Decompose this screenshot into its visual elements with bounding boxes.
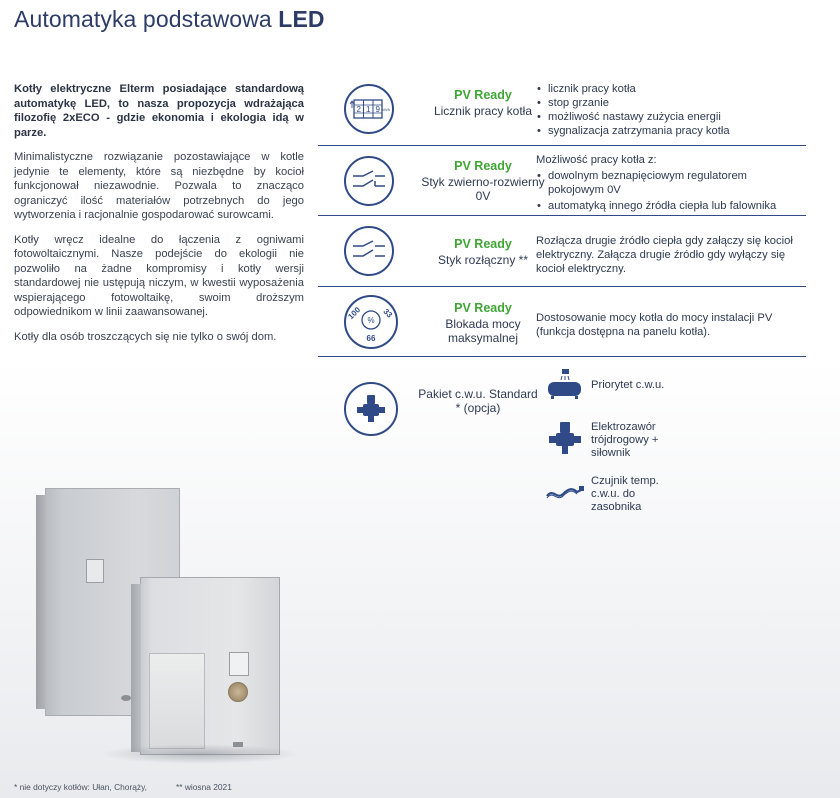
control-knob [228,682,248,702]
list-item: • licznik pracy kotła [536,82,806,96]
feature-title-contact-nc-no: PV Ready Styk zwierno-rozwierny 0V [418,159,548,203]
footnote-2: ** wiosna 2021 [176,782,232,792]
feature-title-counter: PV Ready Licznik pracy kotła [418,88,548,118]
package-item-label: Czujnik temp. c.w.u. do zasobnika [591,475,659,513]
list-item: • automatyką innego źródła ciepła lub falownika [536,199,806,213]
list-item: • sygnalizacja zatrzymania pracy kotła [536,124,806,138]
switch-break-icon [344,226,394,276]
list-item: • stop grzanie [536,96,806,110]
counter-digit-3: 9 [375,105,380,114]
dial-bottom: 66 [366,334,376,343]
pv-ready-badge: PV Ready [454,237,512,251]
three-way-valve-icon [344,382,398,436]
dial-center: % [367,316,375,325]
feature-row-contact-nc-no [318,146,806,216]
counter-digit-2: 1 [365,105,371,114]
pv-ready-badge: PV Ready [454,301,512,315]
front-cover [149,653,205,749]
temperature-sensor-icon [545,482,585,504]
dial-right: 33 [381,306,395,320]
list-item: • dowolnym beznapięciowym regulatorem pokojowym 0V [536,169,806,197]
feature-title-power-limit: PV Ready Blokada mocy maksymalnej [418,301,548,345]
paragraph-minimalism: Minimalistyczne rozwiązanie pozostawiające w kotle jedynie te elementy, które są niezbędne by kocioł funkcjonował niezawodnie. Pozwala to znacząco ograniczyć ilość materiałów potrzebnych do jego wytworzenia i racjonalnie gospodarować surowcami. [14,151,304,221]
pv-ready-badge: PV Ready [454,159,512,173]
feature-desc-contact-nc-no: Możliwość pracy kotła z: • dowolnym beznapięciowym regulatorem pokojowym 0V • automatyką innego źródła ciepła lub falownika [536,153,806,213]
list-item: • możliwość nastawy zużycia energii [536,110,806,124]
feature-row-break-contact [318,216,806,287]
lead-paragraph: Kotły elektryczne Elterm posiadające standardową automatykę LED, to nasza propozycja wdrażająca filozofię 2xECO - gdzie ekonomia i ekologia idą w parze. [14,83,304,139]
feature-desc-counter [536,82,806,138]
display-panel [86,559,104,583]
feature-row-power-limit [318,287,806,357]
feature-row-counter [318,78,806,146]
valve-actuator-icon [545,420,585,458]
intro-text [14,82,304,354]
boiler-illustration-front [140,577,280,755]
counter-digit-1: 2 [356,105,361,114]
counter-icon [344,84,394,134]
feature-desc-power-limit: Dostosowanie mocy kotła do mocy instalacji PV (funkcja dostępna na panelu kotła). [536,312,773,338]
counter-unit: kWh [382,107,390,112]
footnote-1: * nie dotyczy kotłów: Ułan, Chorąży, [14,782,147,792]
paragraph-photovoltaics: Kotły wręcz idealne do łączenia z ogniwami fotowoltaicznymi. Nasze podejście do ekologii nie pozwoliło na żadne kompromisy i kotły wersji standardowej nie ustępują niczym, w kwestii wyposażenia wspierającego fotowoltaikę, swoim droższym odpowiednikom w linii zaawansowanej. [14,233,304,318]
paragraph-closing: Kotły dla osób troszczących się nie tylko o swój dom. [14,330,277,343]
dial-left: 100 [346,305,363,322]
shower-tank-icon [545,368,585,400]
pv-ready-badge: PV Ready [454,88,512,102]
package-item-label: Elektrozawór trójdrogowy + siłownik [591,421,659,459]
device-shadow [100,744,300,764]
feature-title-break-contact: PV Ready Styk rozłączny ** [418,237,548,267]
switch-nc-no-icon [344,156,394,206]
page-title: Automatyka podstawowa LED [14,6,325,32]
package-title: Pakiet c.w.u. Standard * (opcja) [418,387,538,415]
display-panel [229,652,249,676]
power-limit-icon [344,295,398,349]
logo-icon [121,695,131,701]
package-item-label: Priorytet c.w.u. [591,379,665,391]
feature-desc-break-contact: Rozłącza drugie źródło ciepła gdy załączy się kocioł elektryczny. Załącza drugie źródło gdy wyłączy się kocioł elektryczny. [536,235,793,275]
